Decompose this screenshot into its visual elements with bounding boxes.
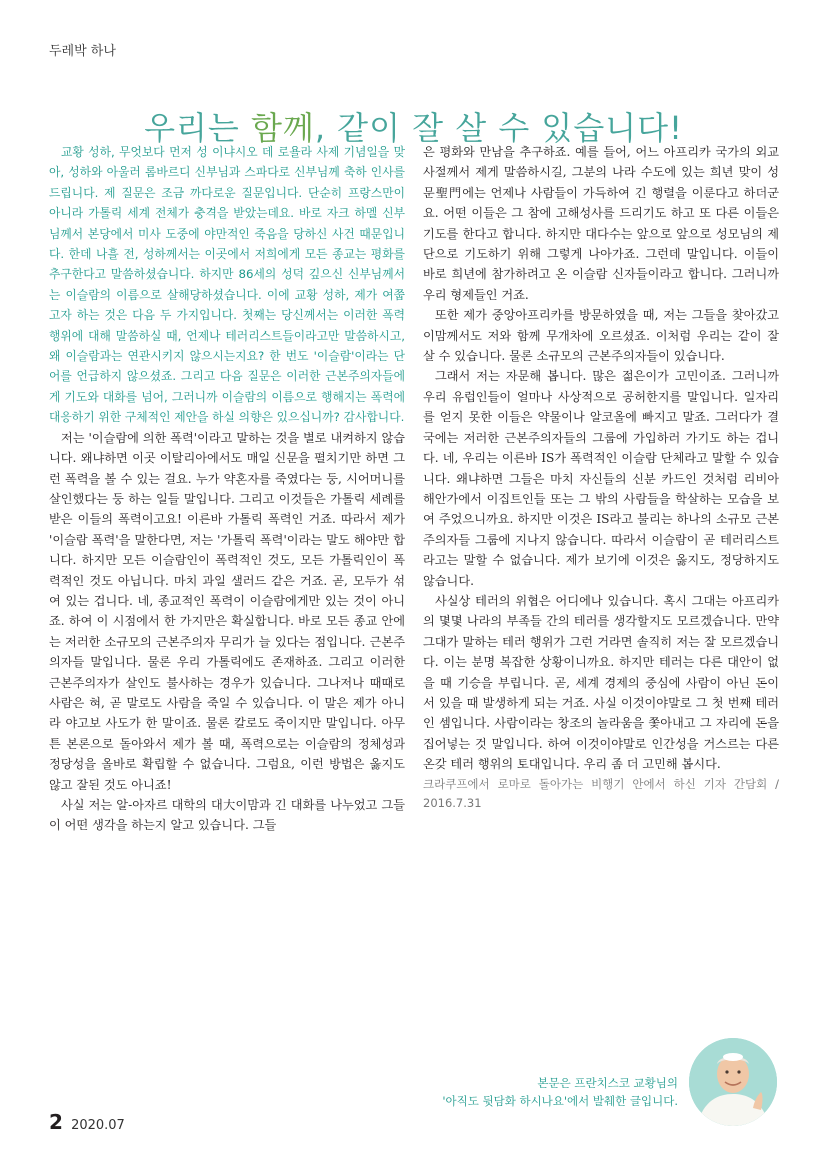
page-footer [49, 1110, 125, 1134]
excerpt-credit [400, 1074, 678, 1110]
body-paragraph: 사실상 테러의 위협은 어디에나 있습니다. 혹시 그대는 아프리카의 몇몇 나라의 부족들 간의 테러를 생각할지도 모르겠습니다. 만약 그대가 말하는 테러 행위가 그런 거라면 솔직히 저는 잘 모르겠습니다. 이는 분명 복잡한 상황이니까요. 하지만 테러는 다른 대안이 없을 때 기승을 부립니다. 곧, 세계 경제의 중심에 사람이 아닌 돈이 서 있을 때 발생하게 되는 거죠. 사실 이것이야말로 그 첫 번째 테러인 셈입니다. 사람이라는 창조의 놀라움을 쫓아내고 그 자리에 돈을 집어넣는 것 말입니다. 하여 이것이야말로 인간성을 거스르는 다른 온갖 테러 행위의 토대입니다. 우리 좀 더 고민해 봅시다. [423, 593, 779, 772]
body-paragraph: 저는 '이슬람에 의한 폭력'이라고 말하는 것을 별로 내켜하지 않습니다. 왜냐하면 이곳 이탈리아에서도 매일 신문을 펼치기만 하면 그런 폭력을 볼 수 있는 걸요. 누가 약혼자를 죽였다는 둥, 시어머니를 살인했다는 둥 하는 일들 말입니다. 그리고 이것들은 가톨릭 세례를 받은 이들의 폭력이고요! 이른바 가톨릭 폭력인 거죠. 따라서 제가 '이슬람 폭력'을 말한다면, 저는 '가톨릭 폭력'이라는 말도 해야만 합니다. 하지만 모든 이슬람인이 폭력적인 것도, 모든 가톨릭인이 폭력적인 것도 아닙니다. 마치 과일 샐러드 같은 거죠. 곧, 모두가 섞여 있는 겁니다. 네, 종교적인 폭력이 이슬람에게만 있는 것이 아니죠. 하여 이 시점에서 한 가지만은 확실합니다. 바로 모든 종교 안에는 저러한 소규모의 근본주의자 무리가 늘 있다는 점입니다. 근본주의자들 말입니다. 물론 우리 가톨릭에도 존재하죠. 그리고 이러한 근본주의자가 살인도 불사하는 경우가 있습니다. 그나저나 때때로 사람은 혀, 곧 말로도 사람을 죽일 수 있습니다. 이 말은 제가 아니라 야고보 사도가 한 말이죠. 물론 칼로도 죽이지만 말입니다. 아무튼 본론으로 돌아와서 제가 볼 때, 폭력으로는 이슬람의 정체성과 정당성을 올바로 확립할 수 없습니다. 그럼요, 이런 방법은 옳지도 않고 잘된 것도 아니죠! [49, 430, 405, 792]
portrait-illustration [689, 1038, 777, 1126]
pope-portrait [689, 1038, 777, 1126]
right-column [423, 142, 779, 813]
body-paragraph: 또한 제가 중앙아프리카를 방문하였을 때, 저는 그들을 찾아갔고 이맘께서도 저와 함께 무개차에 오르셨죠. 이처럼 우리는 같이 잘 살 수 있습니다. 물론 소규모의 근본주의자들이 있습니다. [423, 308, 779, 364]
left-column [49, 142, 405, 836]
section-label: 두레박 하나 [49, 44, 116, 59]
title-part-1: 우리는 [144, 109, 251, 148]
source-citation: 크라쿠프에서 로마로 돌아가는 비행기 안에서 하신 기자 간담회 / 2016.7.31 [423, 776, 779, 810]
reporter-question: 교황 성하, 무엇보다 먼저 성 이냐시오 데 로욜라 사제 기념일을 맞아, 성하와 아울러 롬바르디 신부님과 스파다로 신부님께 축하 인사를 드립니다. 제 질문은 조금 까다로운 질문입니다. 단순히 프랑스만이 아니라 가톨릭 세계 전체가 충격을 받았는데요. 바로 자크 하멜 신부님께서 본당에서 미사 도중에 야만적인 죽음을 당하신 사건 때문입니다. 한데 나흘 전, 성하께서는 이곳에서 저희에게 모든 종교는 평화를 추구한다고 말씀하셨습니다. 하지만 86세의 성덕 깊으신 신부님께서는 이슬람의 이름으로 살해당하셨습니다. 이에 교황 성하, 제가 여쭙고자 하는 것은 다음 두 가지입니다. 첫째는 당신께서는 이러한 폭력 행위에 대해 말씀하실 때, 언제나 테러리스트들이라고만 말씀하시고, 왜 이슬람과는 연관시키지 않으시는지요? 한 번도 '이슬람'이라는 단어를 언급하지 않으셨죠. 그리고 다음 질문은 이러한 근본주의자들에게 기도와 대화를 넘어, 그러니까 이슬람의 이름으로 행해지는 폭력에 대응하기 위한 구체적인 제안을 하실 의향은 있으십니까? 감사합니다. [49, 145, 405, 425]
issue-date: 2020.07 [71, 1118, 125, 1133]
title-part-3: , 같이 잘 살 수 있습니다! [314, 109, 683, 148]
title-emphasis: 함께 [251, 109, 315, 148]
body-paragraph: 그래서 저는 자문해 봅니다. 많은 젊은이가 고민이죠. 그러니까 우리 유럽인들이 얼마나 사상적으로 공허한지를 말입니다. 일자리를 얻지 못한 이들은 약물이나 알코올에 빠지고 말죠. 그러다가 결국에는 저러한 근본주의자들의 그룹에 가입하러 가기도 하는 겁니다. 네, 우리는 이른바 IS가 폭력적인 이슬람 단체라고 말할 수 있습니다. 왜냐하면 그들은 마치 자신들의 신분 카드인 것처럼 리비아 해안가에서 이집트인들 또는 그 밖의 사람들을 학살하는 모습을 보여 주었으니까요. 하지만 이것은 IS라고 불리는 하나의 소규모 근본주의자들 그룹에 지나지 않습니다. 따라서 이슬람이 곧 테러리스트라고는 말할 수 없습니다. 제가 보기에 이것은 옳지도, 정당하지도 않습니다. [423, 369, 779, 588]
body-paragraph: 사실 저는 알-아자르 대학의 대大이맘과 긴 대화를 나누었고 그들이 어떤 생각을 하는지 알고 있습니다. 그들 [49, 798, 405, 833]
page-number: 2 [49, 1110, 63, 1134]
credit-line-1: 본문은 프란치스코 교황님의 [537, 1076, 678, 1090]
credit-line-2: '아직도 뒷담화 하시나요'에서 발췌한 글입니다. [442, 1094, 678, 1108]
body-paragraph: 은 평화와 만남을 추구하죠. 예를 들어, 어느 아프리카 국가의 외교 사절께서 제게 말씀하시길, 그분의 나라 수도에 있는 희년 맞이 성문聖門에는 언제나 사람들이 가득하여 긴 행렬을 이룬다고 하더군요. 어떤 이들은 그 참에 고해성사를 드리기도 하고 또 다른 이들은 기도를 한다고 합니다. 하지만 대다수는 앞으로 앞으로 성모님의 제단으로 기도하기 위해 그렇게 나아가죠. 그런데 말입니다. 이들이 바로 희년에 참가하려고 온 이슬람 신자들이라고 합니다. 그러니까 우리 형제들인 거죠. [423, 145, 779, 302]
